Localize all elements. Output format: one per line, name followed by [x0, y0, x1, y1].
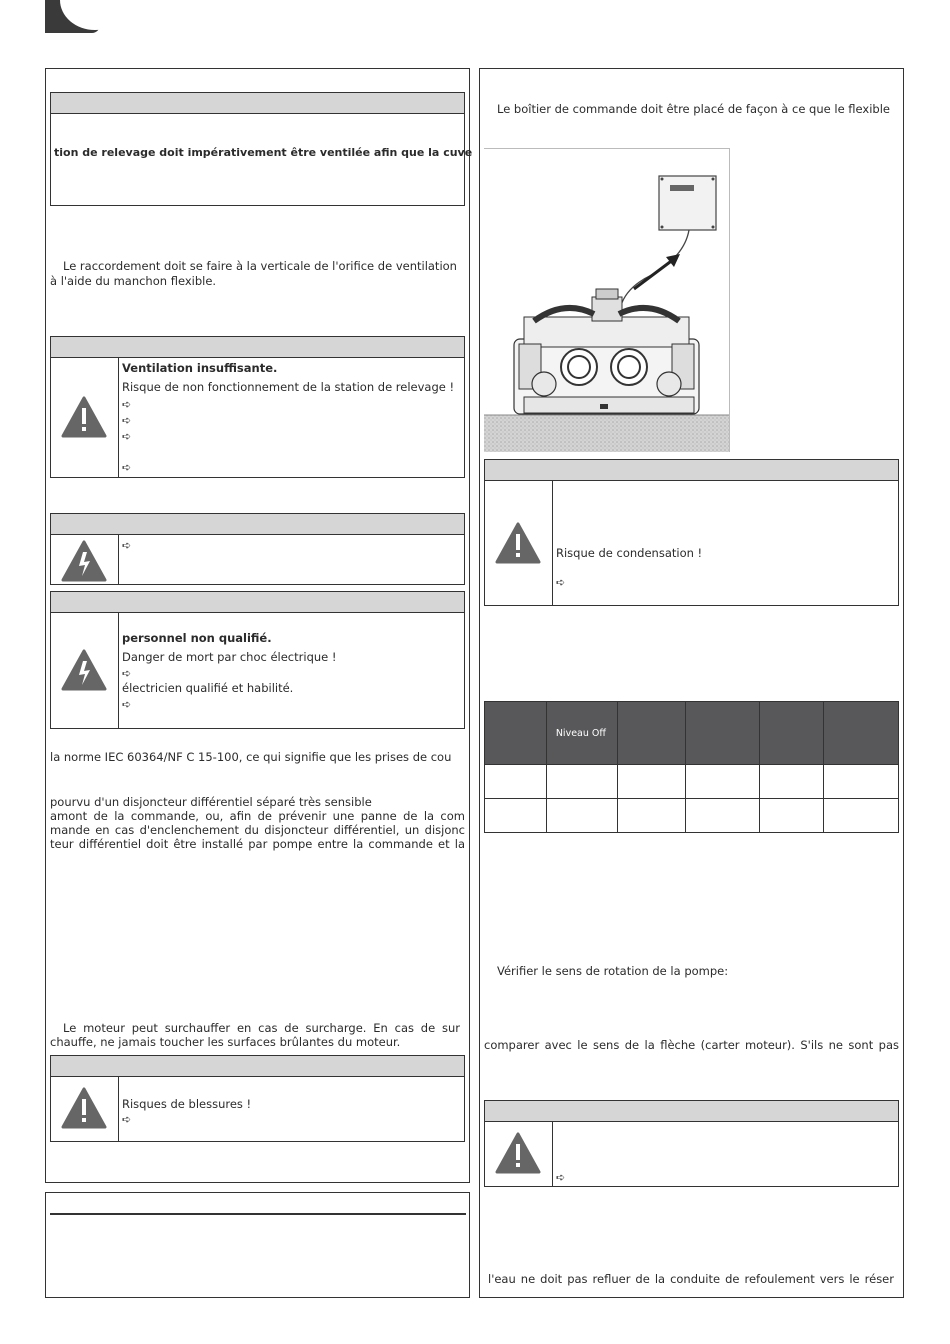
table-row [485, 765, 899, 799]
ventilation-paragraph-line1: Le raccordement doit se faire à la verticale de l'orifice de ventilation [63, 259, 457, 273]
warning-text: Danger de mort par choc électrique ! [122, 650, 337, 664]
rotation-paragraph: Vérifier le sens de rotation de la pompe: [497, 964, 729, 978]
control-box-paragraph: Le boîtier de commande doit être placé de façon à ce que le flexible [497, 102, 890, 116]
arrow-right-icon: ➪ [556, 576, 566, 589]
breaker-paragraph-line1: pourvu d'un disjoncteur différentiel séparé très sensible [50, 795, 372, 809]
table-header-row [485, 702, 899, 765]
warning-title: Ventilation insuffisante. [122, 361, 278, 375]
table-header-cell: Niveau Off [546, 702, 617, 765]
warning-text: Risque de condensation ! [556, 546, 703, 560]
table-header-cell [485, 702, 547, 765]
arrow-right-icon: ➪ [122, 430, 132, 443]
table-cell [485, 765, 547, 799]
warning-header [50, 336, 465, 358]
backflow-paragraph: l'eau ne doit pas refluer de la conduite de refoulement vers le réser [488, 1272, 894, 1286]
arrow-right-icon: ➪ [122, 539, 132, 552]
notice-text: tion de relevage doit impérativement être ventilée afin que la cuve [54, 146, 473, 159]
warning-header [50, 513, 465, 535]
warning-header [50, 591, 465, 613]
table-cell [685, 799, 760, 833]
arrow-right-icon: ➪ [122, 1113, 132, 1126]
arrow-right-icon: ➪ [122, 698, 132, 711]
warning-header [484, 1100, 899, 1122]
breaker-paragraph-line3: mande en cas d'enclenchement du disjoncteur différentiel, un disjonc [50, 823, 465, 837]
table-cell [617, 765, 685, 799]
arrow-compare-paragraph: comparer avec le sens de la flèche (carter moteur). S'ils ne sont pas [484, 1038, 899, 1052]
bottom-left-frame [45, 1192, 470, 1298]
warning-title: personnel non qualifié. [122, 631, 272, 645]
table-cell [546, 765, 617, 799]
table-header-cell [760, 702, 824, 765]
warning-triangle-icon [61, 396, 107, 438]
pump-station-figure [484, 148, 730, 452]
warning-header [50, 1055, 465, 1077]
table-header-cell [617, 702, 685, 765]
warning-text: Risque de non fonctionnement de la station de relevage ! [122, 380, 455, 394]
breaker-paragraph-line2: amont de la commande, ou, afin de prévenir une panne de la com [50, 809, 465, 823]
electric-hazard-icon [61, 540, 107, 582]
table-cell [546, 799, 617, 833]
table-cell [760, 799, 824, 833]
motor-paragraph-line2: chauffe, ne jamais toucher les surfaces brûlantes du moteur. [50, 1035, 401, 1049]
arrow-right-icon: ➪ [556, 1171, 566, 1184]
ventilation-paragraph-line2: à l'aide du manchon flexible. [50, 274, 217, 288]
level-table [484, 701, 899, 833]
norm-paragraph: la norme IEC 60364/NF C 15-100, ce qui signifie que les prises de cou [50, 750, 452, 764]
warning-triangle-icon [495, 1132, 541, 1174]
table-cell [485, 799, 547, 833]
motor-paragraph-line1: Le moteur peut surchauffer en cas de surcharge. En cas de sur [63, 1021, 460, 1035]
notice-header [50, 92, 465, 114]
table-header-cell [824, 702, 899, 765]
warning-text: Risques de blessures ! [122, 1097, 252, 1111]
table-cell [824, 765, 899, 799]
arrow-right-icon: ➪ [122, 667, 132, 680]
table-row [485, 799, 899, 833]
arrow-right-icon: ➪ [122, 398, 132, 411]
electric-hazard-icon [61, 649, 107, 691]
warning-text: électricien qualifié et habilité. [122, 681, 294, 695]
table-cell [824, 799, 899, 833]
arrow-right-icon: ➪ [122, 461, 132, 474]
breaker-paragraph-line4: teur différentiel doit être installé par pompe entre la commande et la [50, 837, 465, 851]
table-header-cell [685, 702, 760, 765]
table-cell [617, 799, 685, 833]
warning-triangle-icon [495, 522, 541, 564]
warning-header [484, 459, 899, 481]
table-cell [685, 765, 760, 799]
warning-triangle-icon [61, 1087, 107, 1129]
arrow-right-icon: ➪ [122, 414, 132, 427]
divider [50, 1213, 466, 1215]
table-cell [760, 765, 824, 799]
